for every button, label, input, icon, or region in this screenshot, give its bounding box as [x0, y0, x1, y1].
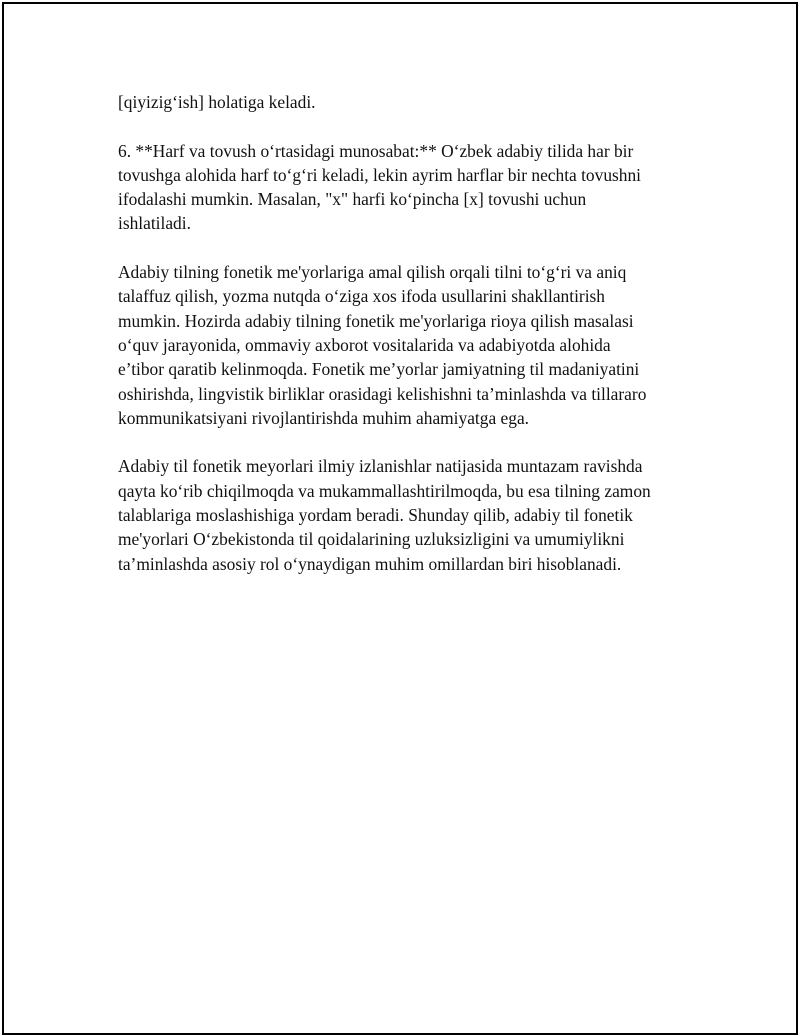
- paragraph-harf-va-tovush: 6. **Harf va tovush o‘rtasidagi munosabat:** O‘zbek adabiy tilida har bir tovushga alohida harf to‘g‘ri keladi, lekin ayrim harflar bir nechta tovushni ifodalashi mumkin. Masalan, "x" harfi ko‘pincha [x] tovushi uchun ishlatiladi.: [118, 140, 642, 234]
- paragraph-conclusion: Adabiy til fonetik meyorlari ilmiy izlanishlar natijasida muntazam ravishda qayta ko‘rib chiqilmoqda va mukammallashtirilmoqda, bu esa tilning zamon talablariga moslashishiga yordam beradi. Shunday qilib, adabiy til fonetik me'yorlari O‘zbekistonda til qoidalarining uzluksizligini va umumiylikni ta’minlashda asosiy rol o‘ynaydigan muhim omillardan biri hisoblanadi.: [118, 456, 651, 574]
- document-body: [118, 90, 708, 600]
- paragraph-continuation: [qiyizig‘ish] holatiga keladi.: [118, 92, 316, 112]
- paragraph-fonetik-meyorlar: Adabiy tilning fonetik me'yorlariga amal qilish orqali tilni to‘g‘ri va aniq talaffuz qilish, yozma nutqda o‘ziga xos ifoda usullarini shakllantirish mumkin. Hozirda adabiy tilning fonetik me'yorlariga rioya qilish masalasi o‘quv jarayonida, ommaviy axborot vositalarida va adabiyotda alohida e’tibor qaratib kelinmoqda. Fonetik me’yorlar jamiyatning til madaniyatini oshirishda, lingvistik birliklar orasidagi kelishishni ta’minlashda va tillararo kommunikatsiyani rivojlantirishda muhim ahamiyatga ega.: [118, 262, 647, 428]
